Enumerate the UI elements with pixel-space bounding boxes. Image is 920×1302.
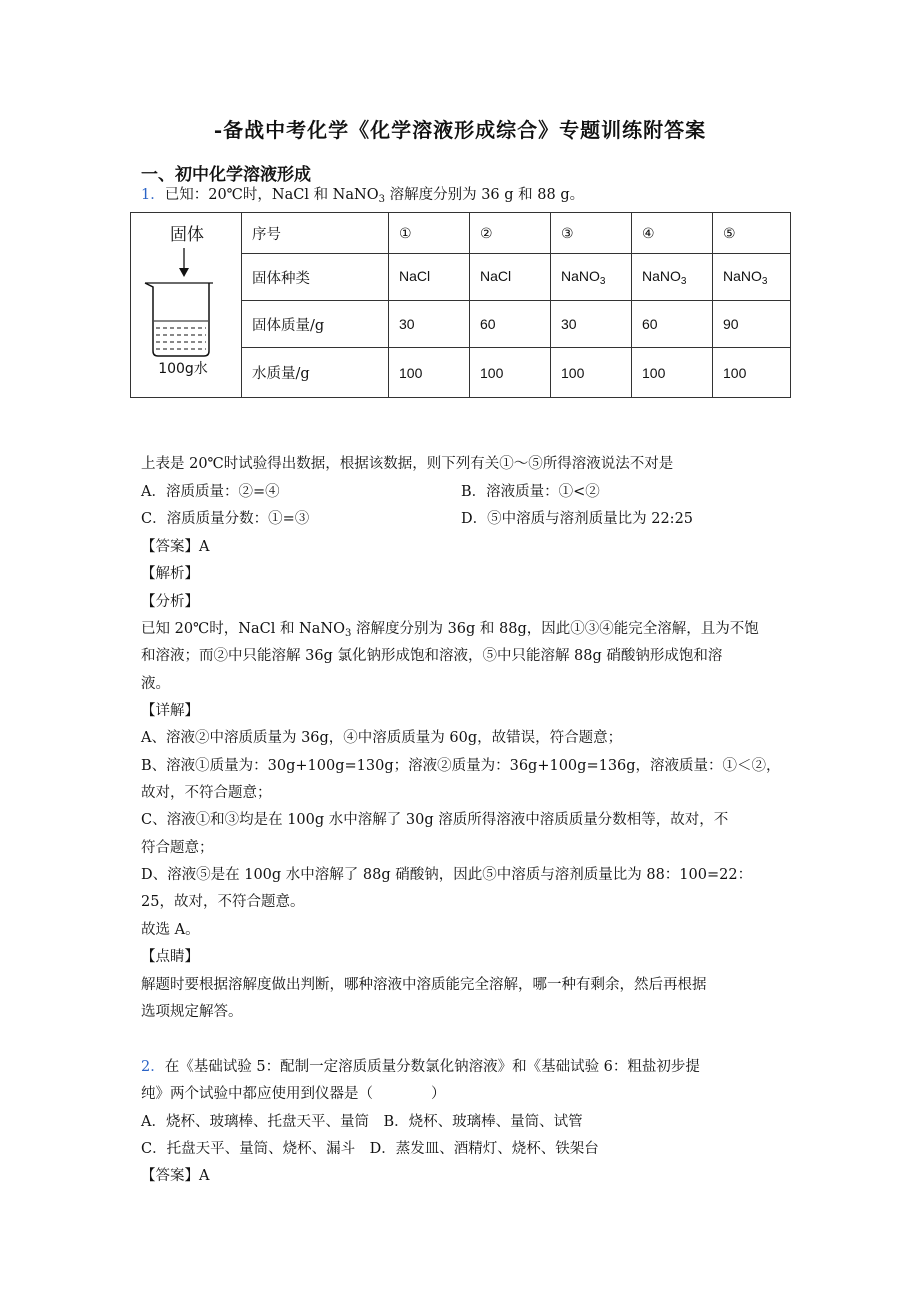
q1-answer: 【答案】A	[141, 539, 210, 555]
beaker-figure-cell	[131, 213, 242, 398]
fenxi-line: 和溶液；而②中只能溶解 36g 氯化钠形成饱和溶液，⑤中只能溶解 88g 硝酸钠形成饱和溶	[141, 648, 723, 664]
table-cell: 100	[470, 348, 551, 398]
detail-line: 25，故对，不符合题意。	[141, 894, 305, 910]
detail-line: A、溶液②中溶质质量为 36g，④中溶质质量为 60g，故错误，符合题意；	[141, 730, 623, 746]
table-cell: NaNO$_3$	[632, 254, 713, 301]
q1-option-d: D．⑤中溶质与溶剂质量比为 22:25	[461, 511, 694, 527]
table-cell: NaNO$_3$	[551, 254, 632, 301]
tip-line: 选项规定解答。	[141, 1004, 243, 1020]
table-cell: 90	[713, 301, 791, 348]
table-cell: ⑤	[713, 213, 791, 254]
table-cell: 30	[389, 301, 470, 348]
page-title: -备战中考化学《化学溶液形成综合》专题训练附答案	[213, 118, 707, 142]
row-header: 固体种类	[242, 254, 389, 301]
water-label: 100g水	[158, 361, 208, 377]
tip-line: 解题时要根据溶解度做出判断，哪种溶液中溶质能完全溶解，哪一种有剩余，然后再根据	[141, 977, 707, 993]
table-cell: ③	[551, 213, 632, 254]
q2-options-cd: C．托盘天平、量筒、烧杯、漏斗 D．蒸发皿、酒精灯、烧杯、铁架台	[141, 1141, 599, 1157]
table-cell: 60	[470, 301, 551, 348]
table-cell: 100	[551, 348, 632, 398]
table-cell: 100	[713, 348, 791, 398]
q1-data-table	[130, 212, 791, 398]
table-cell: NaNO$_3$	[713, 254, 791, 301]
section-heading: 一、初中化学溶液形成	[141, 165, 311, 185]
table-cell: 100	[389, 348, 470, 398]
detail-line: 符合题意；	[141, 840, 214, 856]
row-header: 水质量/g	[242, 348, 389, 398]
fenxi-label: 【分析】	[141, 594, 199, 610]
tip-label: 【点睛】	[141, 949, 199, 965]
q1-option-a: A．溶质质量：②=④	[141, 484, 280, 500]
row-header: 序号	[242, 213, 389, 254]
q1-number: 1．	[141, 187, 165, 203]
analysis-label: 【解析】	[141, 566, 199, 582]
fenxi-line: 液。	[141, 676, 170, 692]
q2-options-ab: A．烧杯、玻璃棒、托盘天平、量筒 B．烧杯、玻璃棒、量筒、试管	[141, 1114, 583, 1130]
q2-number: 2．	[141, 1059, 165, 1075]
q2-stem: 2．在《基础试验 5：配制一定溶质质量分数氯化钠溶液》和《基础试验 6：粗盐初步提	[141, 1059, 700, 1075]
fenxi-line: 已知 20℃时，NaCl 和 NaNO$_3$ 溶解度分别为 36g 和 88g，因此①③④能完全溶解，且为不饱	[141, 621, 759, 639]
q2-answer: 【答案】A	[141, 1168, 210, 1184]
q2-stem-cont: 纯》两个试验中都应使用到仪器是（ ）	[141, 1086, 446, 1102]
row-header: 固体质量/g	[242, 301, 389, 348]
conclusion: 故选 A。	[141, 922, 200, 938]
detail-line: D、溶液⑤是在 100g 水中溶解了 88g 硝酸钠，因此⑤中溶质与溶剂质量比为 88：100=22：	[141, 867, 753, 883]
table-cell: NaCl	[389, 254, 470, 301]
table-cell: 60	[632, 301, 713, 348]
beaker-icon	[145, 283, 213, 356]
detail-label: 【详解】	[141, 703, 199, 719]
q1-stem: 1．已知：20℃时，NaCl 和 NaNO$_3$ 溶解度分别为 36 g 和 88 g。	[141, 187, 585, 205]
solid-label: 固体	[170, 225, 204, 245]
table-cell: 30	[551, 301, 632, 348]
beaker-figure	[131, 213, 241, 393]
detail-line: B、溶液①质量为：30g+100g=130g；溶液②质量为：36g+100g=136g，溶液质量：①＜②，	[141, 758, 781, 774]
arrowhead-icon	[179, 268, 189, 277]
detail-line: 故对，不符合题意；	[141, 785, 272, 801]
q1-option-c: C．溶质质量分数：①=③	[141, 511, 310, 527]
q1-option-b: B．溶液质量：①<②	[461, 484, 600, 500]
table-cell: ②	[470, 213, 551, 254]
detail-line: C、溶液①和③均是在 100g 水中溶解了 30g 溶质所得溶液中溶质质量分数相等，故对，不	[141, 812, 729, 828]
table-cell: NaCl	[470, 254, 551, 301]
q1-question: 上表是 20℃时试验得出数据，根据该数据，则下列有关①～⑤所得溶液说法不对是	[141, 456, 674, 472]
table-cell: ④	[632, 213, 713, 254]
table-cell: 100	[632, 348, 713, 398]
table-cell: ①	[389, 213, 470, 254]
